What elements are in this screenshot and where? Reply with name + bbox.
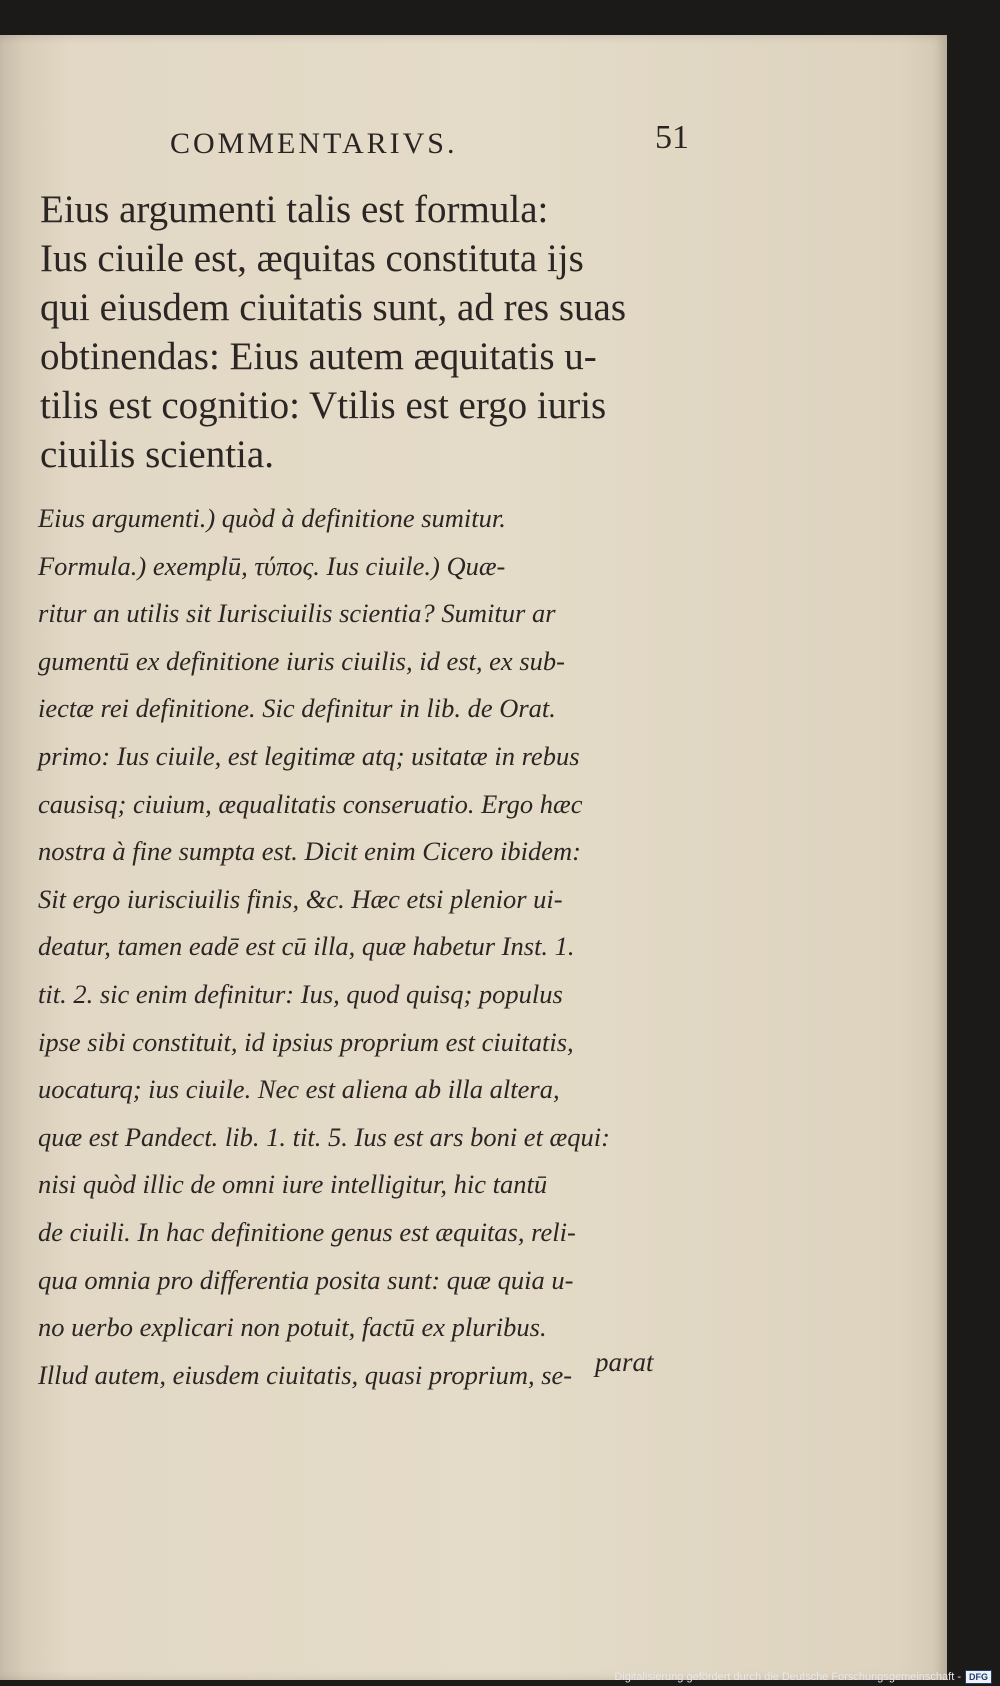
commentary-line: quæ est Pandect. lib. 1. tit. 5. Ius est ars boni et æqui:: [38, 1121, 610, 1152]
catchword: parat: [595, 1347, 654, 1377]
dfg-logo-icon: DFG: [965, 1670, 992, 1684]
commentary-line: qua omnia pro differentia posita sunt: quæ quia u-: [38, 1264, 574, 1295]
commentary-line: Eius argumenti.) quòd à definitione sumitur.: [38, 503, 506, 533]
commentary-line: tit. 2. sic enim definitur: Ius, quod quisq; populus: [38, 978, 563, 1009]
main-text-line: qui eiusdem ciuitatis sunt, ad res suas: [40, 286, 626, 329]
commentary-line: causisq; ciuium, æqualitatis conseruatio. Ergo hæc: [38, 788, 583, 819]
commentary-line: de ciuili. In hac definitione genus est æquitas, reli-: [38, 1216, 576, 1247]
digitization-credit: [614, 1670, 992, 1684]
commentary-line: iectæ rei definitione. Sic definitur in lib. de Orat.: [38, 693, 556, 724]
running-head: COMMENTARIVS.: [170, 127, 458, 160]
commentary-line: primo: Ius ciuile, est legitimæ atq; usitatæ in rebus: [38, 740, 580, 771]
commentary-line: nostra à fine sumpta est. Dicit enim Cicero ibidem:: [38, 836, 581, 867]
commentary-line: Illud autem, eiusdem ciuitatis, quasi proprium, se-: [38, 1359, 573, 1390]
commentary-line: Formula.) exemplū, τύπος. Ius ciuile.) Quæ-: [38, 550, 506, 581]
book-page: [0, 35, 947, 1680]
commentary-line: no uerbo explicari non potuit, factū ex pluribus.: [38, 1312, 547, 1343]
commentary-line: Sit ergo iurisciuilis finis, &c. Hæc etsi plenior ui-: [38, 883, 563, 914]
commentary-block: [38, 495, 688, 1399]
commentary-line: ritur an utilis sit Iurisciuilis scientia? Sumitur ar: [38, 598, 556, 629]
commentary-line: gumentū ex definitione iuris ciuilis, id est, ex sub-: [38, 645, 565, 676]
main-text-line: Eius argumenti talis est formula:: [40, 188, 549, 231]
commentary-line: deatur, tamen eadē est cū illa, quæ habetur Inst. 1.: [38, 931, 575, 962]
commentary-line: nisi quòd illic de omni iure intelligitur, hic tantū: [38, 1169, 548, 1200]
folio-number: 51: [655, 119, 689, 156]
main-text-block: [40, 185, 695, 479]
main-text-line: tilis est cognitio: Vtilis est ergo iuris: [40, 384, 607, 427]
main-text-line: Ius ciuile est, æquitas constituta ijs: [40, 237, 584, 280]
commentary-line: uocaturq; ius ciuile. Nec est aliena ab illa altera,: [38, 1074, 560, 1105]
main-text-line: obtinendas: Eius autem æquitatis u-: [40, 335, 597, 378]
commentary-line: ipse sibi constituit, id ipsius proprium est ciuitatis,: [38, 1026, 574, 1057]
main-text-line: ciuilis scientia.: [40, 433, 274, 476]
credit-text: Digitalisierung gefördert durch die Deutsche Forschungsgemeinschaft -: [614, 1671, 961, 1683]
